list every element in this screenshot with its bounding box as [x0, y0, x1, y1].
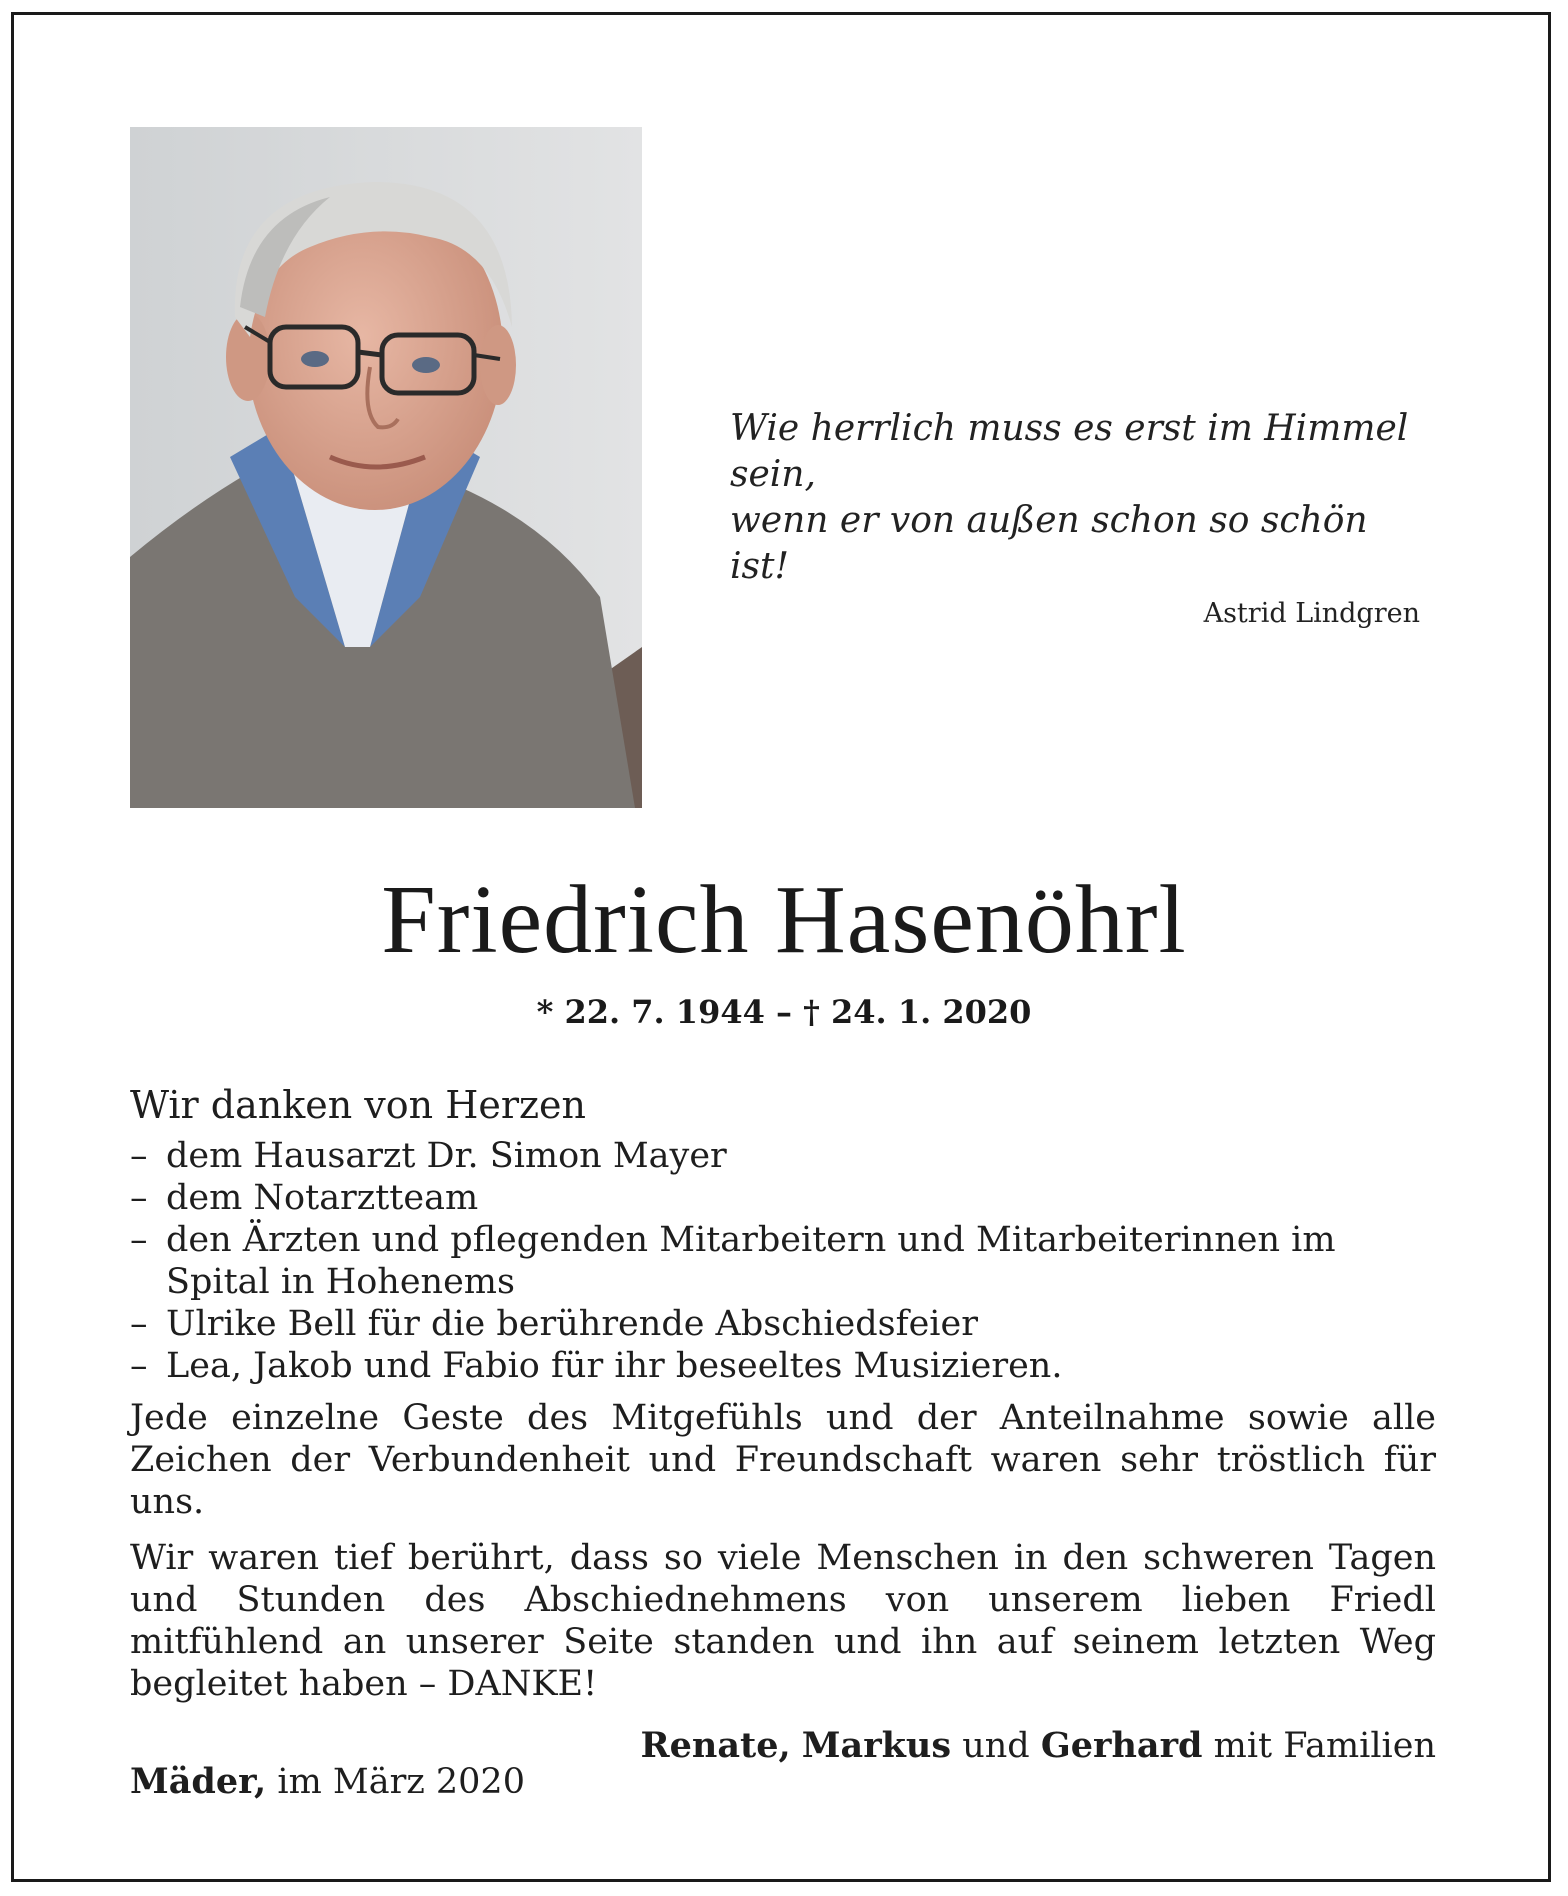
life-dates: * 22. 7. 1944 – † 24. 1. 2020 [536, 993, 1032, 1031]
signature-name-1: Renate, [640, 1725, 791, 1766]
thanks-section [130, 1077, 1436, 1767]
paragraph-gestures: Jede einzelne Geste des Mitgefühls und der Anteilnahme sowie alle Zeichen der Verbundenheit und Freundschaft waren sehr tröstlich für uns. [130, 1398, 1436, 1522]
signature-conjunction: und [962, 1726, 1030, 1766]
list-item: – den Ärzten und pflegenden Mitarbeitern und Mitarbeiterinnen im Spital in Hohenems [130, 1219, 1436, 1303]
place-town: Mäder, [130, 1761, 267, 1802]
place-date-text: im März 2020 [277, 1762, 525, 1802]
quote-line-1: Wie herrlich muss es erst im Himmel sein, [730, 408, 1409, 495]
list-item: – dem Notarztteam [130, 1177, 1436, 1219]
place-date [130, 1760, 525, 1804]
deceased-name: Friedrich Hasenöhrl [381, 866, 1187, 974]
quote-line-2: wenn er von außen schon so schön ist! [730, 500, 1368, 587]
list-item: – dem Hausarzt Dr. Simon Mayer [130, 1135, 1436, 1177]
portrait-photo [130, 127, 642, 808]
signature-suffix: mit Familien [1213, 1726, 1436, 1766]
signature-name-2: Markus [801, 1725, 952, 1766]
portrait-illustration [130, 127, 642, 808]
thanks-list [130, 1135, 1436, 1387]
quote-author: Astrid Lindgren [1203, 598, 1420, 629]
thanks-heading: Wir danken von Herzen [130, 1083, 586, 1127]
quote-block [730, 406, 1420, 636]
list-item: – Lea, Jakob und Fabio für ihr beseeltes Musizieren. [130, 1345, 1436, 1387]
signature-name-3: Gerhard [1040, 1725, 1203, 1766]
paragraph-moved: Wir waren tief berührt, dass so viele Menschen in den schweren Tagen und Stunden des Abschiednehmens von unserem lieben Friedl mitfühlend an unserer Seite standen und ihn auf seinem letzten Weg begleitet haben – DANKE! [130, 1538, 1436, 1704]
list-item: – Ulrike Bell für die berührende Abschiedsfeier [130, 1303, 1436, 1345]
